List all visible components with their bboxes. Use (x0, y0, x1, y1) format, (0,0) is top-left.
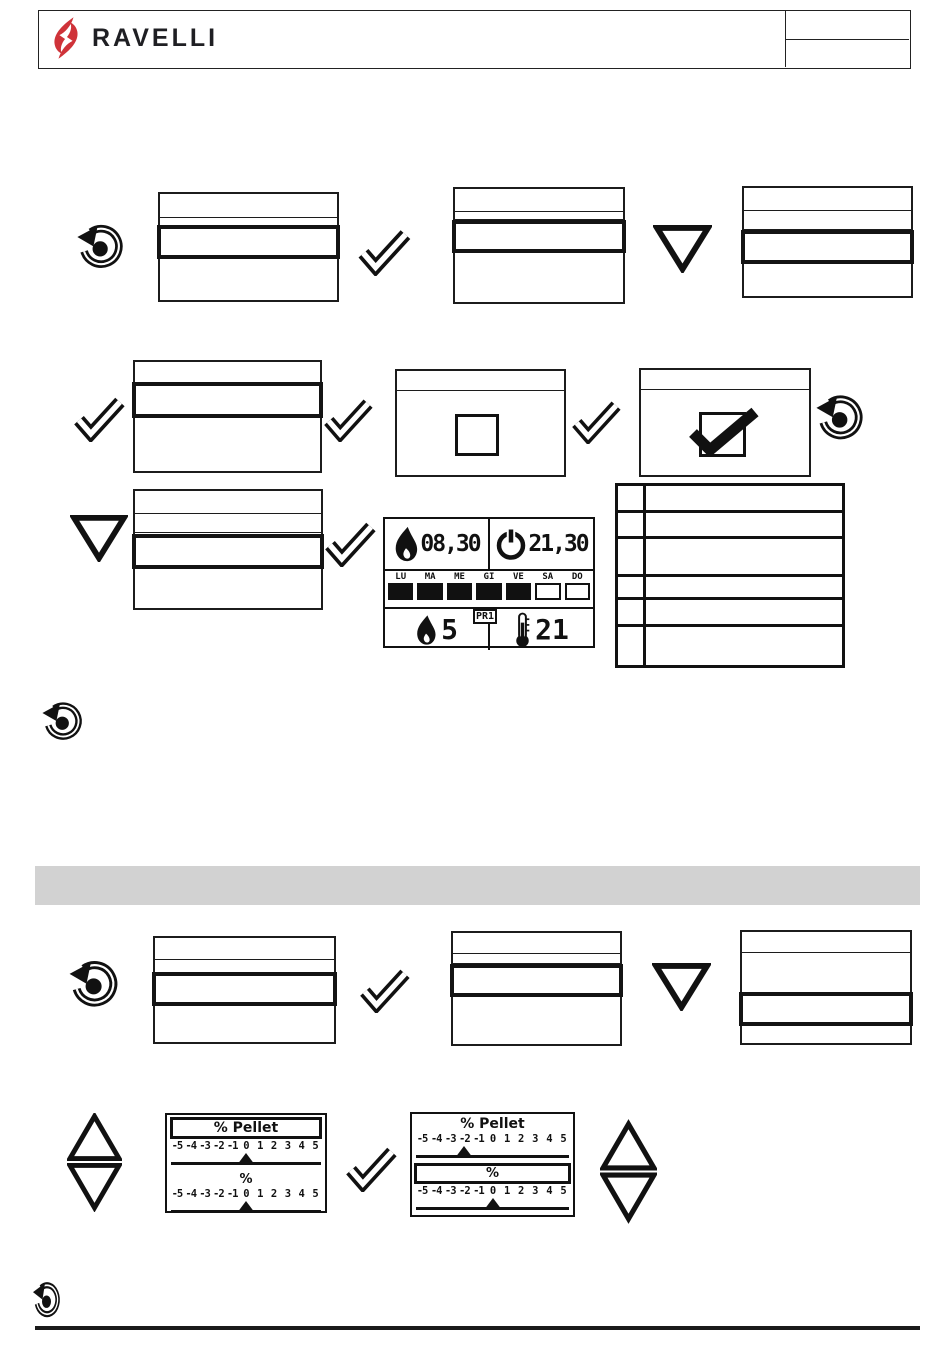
weekday-label: MA (424, 572, 436, 582)
weekday-cell (506, 572, 531, 605)
temperature-value: 21 (535, 613, 569, 646)
day-active-box (506, 583, 531, 600)
selected-menu-row (452, 220, 626, 253)
checkbox-screen-unchecked (395, 369, 566, 477)
scale-pointer (237, 1201, 255, 1213)
confirm-check-icon (343, 1142, 399, 1192)
checkbox-screen-checked (639, 368, 811, 477)
weekday-label: DO (571, 572, 583, 582)
pellet-scale-title: % Pellet (170, 1117, 322, 1139)
scale-ticks: -5 -4 -3 -2 -1 0 1 2 3 4 5 (416, 1133, 566, 1145)
back-icon (38, 699, 88, 746)
selected-menu-row (157, 225, 340, 259)
thermometer-icon (514, 611, 531, 649)
power-level-value: 5 (441, 613, 458, 646)
air-scale-title: % (414, 1163, 571, 1184)
weekday-cell (535, 572, 560, 605)
menu-screen (742, 186, 913, 298)
footer-rule (35, 1326, 920, 1330)
menu-screen (451, 931, 622, 1046)
weekday-label: LU (395, 572, 407, 582)
menu-screen (453, 187, 625, 304)
selected-menu-row (450, 964, 623, 997)
weekday-label: VE (512, 572, 524, 582)
flame-icon (415, 614, 437, 646)
scale-ticks: -5 -4 -3 -2 -1 0 1 2 3 4 5 (171, 1188, 318, 1200)
chrono-stop-time: 21,30 (528, 531, 588, 557)
weekday-cell (388, 572, 413, 605)
selected-menu-row (132, 534, 324, 569)
weekday-cell (476, 572, 501, 605)
confirm-check-icon (356, 224, 412, 276)
program-badge: PR1 (473, 609, 497, 624)
down-arrow-icon (653, 224, 712, 273)
day-active-box (476, 583, 501, 600)
pellet-scale (170, 1140, 322, 1167)
confirm-check-icon (322, 517, 378, 567)
table-row (618, 539, 842, 577)
pellet-scale (415, 1133, 570, 1160)
scale-ticks: -5 -4 -3 -2 -1 0 1 2 3 4 5 (416, 1185, 566, 1197)
air-scale-title: % (239, 1172, 253, 1187)
scale-ticks: -5 -4 -3 -2 -1 0 1 2 3 4 5 (171, 1140, 318, 1152)
confirm-check-icon (568, 396, 624, 444)
selected-menu-row (741, 230, 914, 264)
pellet-adjust-display (165, 1113, 327, 1213)
confirm-check-icon (70, 392, 128, 442)
menu-screen (153, 936, 336, 1044)
flame-icon (393, 526, 419, 562)
scale-pointer (455, 1146, 473, 1158)
confirm-check-icon (356, 964, 413, 1013)
up-down-arrows-icon (600, 1119, 657, 1225)
menu-screen (133, 489, 323, 610)
selected-menu-row (152, 972, 337, 1006)
ravelli-flame-logo-icon (50, 16, 82, 60)
weekday-cell (565, 572, 590, 605)
weekday-strip (385, 571, 593, 609)
weekday-label: ME (454, 572, 465, 582)
day-active-box (447, 583, 472, 600)
down-arrow-icon (652, 962, 711, 1011)
scale-pointer (237, 1153, 255, 1165)
table-row (618, 577, 842, 600)
day-active-box (417, 583, 442, 600)
menu-screen (158, 192, 339, 302)
checkbox-unchecked-icon (455, 414, 499, 456)
down-arrow-icon (70, 514, 128, 562)
table-row (618, 627, 842, 665)
chrono-display (383, 517, 595, 648)
power-icon (495, 527, 527, 561)
up-down-arrows-icon (67, 1113, 122, 1212)
table-row (618, 513, 842, 539)
day-active-box (388, 583, 413, 600)
day-inactive-box (535, 583, 560, 600)
selected-menu-row (739, 992, 913, 1026)
back-icon (66, 957, 123, 1014)
table-row (618, 600, 842, 627)
program-table (615, 483, 845, 668)
back-icon (31, 1279, 63, 1323)
menu-screen (740, 930, 912, 1045)
weekday-cell (417, 572, 442, 605)
selected-menu-row (132, 382, 323, 418)
pellet-scale-title: % Pellet (460, 1116, 525, 1132)
weekday-label: GI (483, 572, 495, 582)
pellet-adjust-display (410, 1112, 575, 1217)
menu-screen (133, 360, 322, 473)
back-icon (813, 391, 868, 447)
confirm-check-icon (320, 394, 376, 442)
weekday-cell (447, 572, 472, 605)
scale-pointer (484, 1198, 502, 1210)
brand-name: RAVELLI (92, 24, 219, 52)
day-inactive-box (565, 583, 590, 600)
chrono-start-time: 08,30 (420, 531, 480, 557)
air-scale (415, 1185, 570, 1212)
section-title-bar (35, 866, 920, 905)
header-right-cell-hline (785, 39, 909, 40)
scale-baseline (416, 1155, 569, 1158)
weekday-label: SA (542, 572, 554, 582)
table-row (618, 486, 842, 513)
air-scale (170, 1188, 322, 1215)
back-icon (74, 221, 128, 275)
